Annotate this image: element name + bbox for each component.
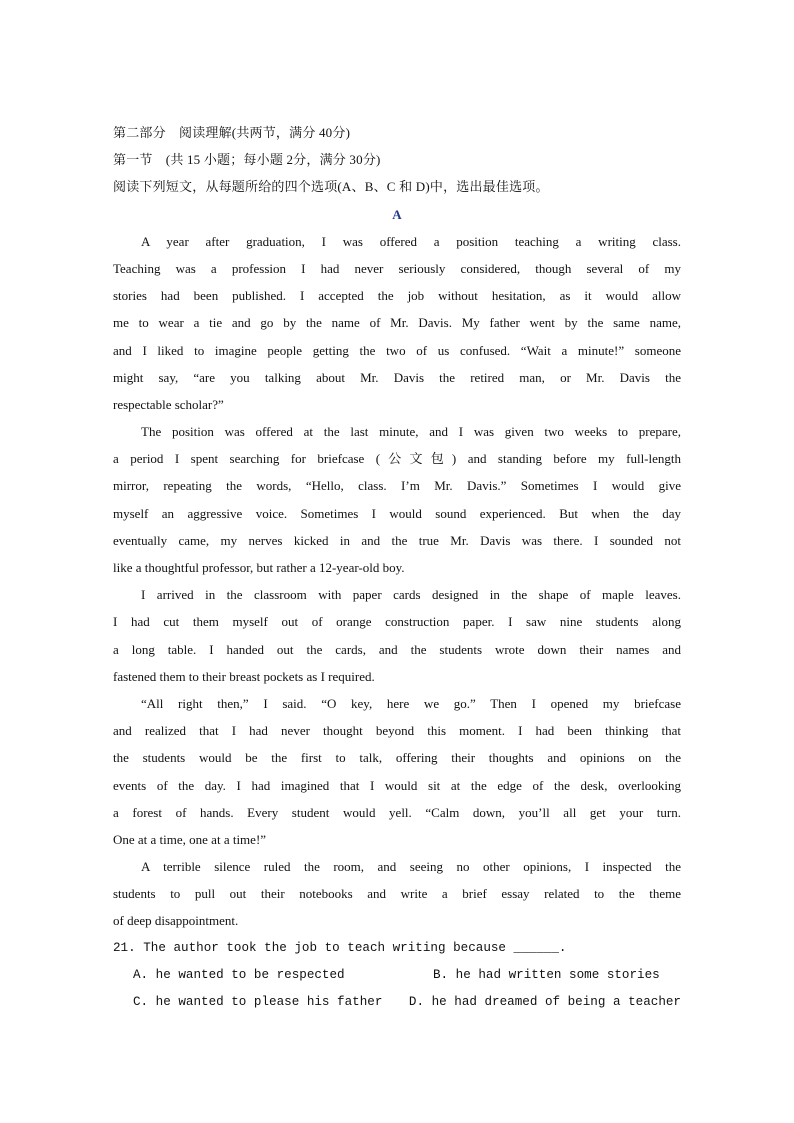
- passage-line: students to pull out their notebooks and write a brief essay related to the theme: [113, 886, 681, 902]
- passage-line: stories had been published. I accepted the job without hesitation, as it would allow: [113, 288, 681, 304]
- passage-line: might say, “are you talking about Mr. Davis the retired man, or Mr. Davis the: [113, 369, 681, 385]
- instruction-text: 阅读下列短文，从每题所给的四个选项(A、B、C 和 D)中，选出最佳选项。: [113, 179, 549, 195]
- passage-line: fastened them to their breast pockets as I required.: [113, 668, 375, 684]
- options-row-2: [113, 989, 681, 1016]
- passage-line: respectable scholar?”: [113, 396, 224, 412]
- passage-line: Teaching was a profession I had never seriously considered, though several of my: [113, 260, 681, 276]
- options-row-1: [113, 962, 681, 989]
- passage-line: A year after graduation, I was offered a position teaching a writing class.: [141, 233, 681, 249]
- passage-line: and I liked to imagine people getting the two of us confused. “Wait a minute!” someone: [113, 342, 681, 358]
- passage-line: and realized that I had never thought beyond this moment. I had been thinking that: [113, 723, 681, 739]
- option-d[interactable]: D. he had dreamed of being a teacher: [408, 995, 681, 1009]
- passage-line: “All right then,” I said. “O key, here we go.” Then I opened my briefcase: [141, 695, 681, 711]
- passage-line: mirror, repeating the words, “Hello, class. I’m Mr. Davis.” Sometimes I would give: [113, 478, 681, 494]
- passage-line: a forest of hands. Every student would yell. “Calm down, you’ll all get your turn.: [113, 804, 681, 820]
- passage-line: I arrived in the classroom with paper cards designed in the shape of maple leaves.: [141, 587, 681, 603]
- passage-line: me to wear a tie and go by the name of Mr. Davis. My father went by the same name,: [113, 315, 681, 331]
- passage-line: The position was offered at the last minute, and I was given two weeks to prepare,: [141, 424, 681, 440]
- option-a[interactable]: A. he wanted to be respected: [133, 967, 345, 982]
- question-stem: 21. The author took the job to teach writing because ______.: [113, 940, 567, 955]
- passage-line: a long table. I handed out the cards, and the students wrote down their names and: [113, 641, 681, 657]
- passage-line: like a thoughtful professor, but rather a 12-year-old boy.: [113, 560, 405, 575]
- passage-line: One at a time, one at a time!”: [113, 831, 267, 847]
- passage-line: a period I spent searching for briefcase (公文包) and standing before my full-length: [113, 451, 681, 467]
- passage-line: the students would be the first to talk, offering their thoughts and opinions on the: [113, 750, 681, 766]
- part-title: 第二部分 阅读理解(共两节，满分 40分): [113, 125, 351, 140]
- option-b[interactable]: B. he had written some stories: [433, 967, 660, 982]
- passage-line: A terrible silence ruled the room, and seeing no other opinions, I inspected the: [141, 859, 681, 875]
- passage-line: myself an aggressive voice. Sometimes I would sound experienced. But when the day: [113, 505, 681, 521]
- passage-label: A: [392, 206, 402, 222]
- passage-body: [113, 228, 681, 935]
- passage-line: I had cut them myself out of orange construction paper. I saw nine students along: [113, 614, 681, 630]
- subsection-title: 第一节 (共 15 小题；每小题 2分，满分 30分): [113, 152, 381, 168]
- passage-line: eventually came, my nerves kicked in and the true Mr. Davis was there. I sounded not: [113, 532, 681, 548]
- option-c[interactable]: C. he wanted to please his father: [133, 995, 383, 1009]
- reading-section: [113, 119, 681, 1016]
- passage-line: of deep disappointment.: [113, 913, 239, 929]
- passage-line: events of the day. I had imagined that I would sit at the edge of the desk, overlooking: [113, 777, 681, 793]
